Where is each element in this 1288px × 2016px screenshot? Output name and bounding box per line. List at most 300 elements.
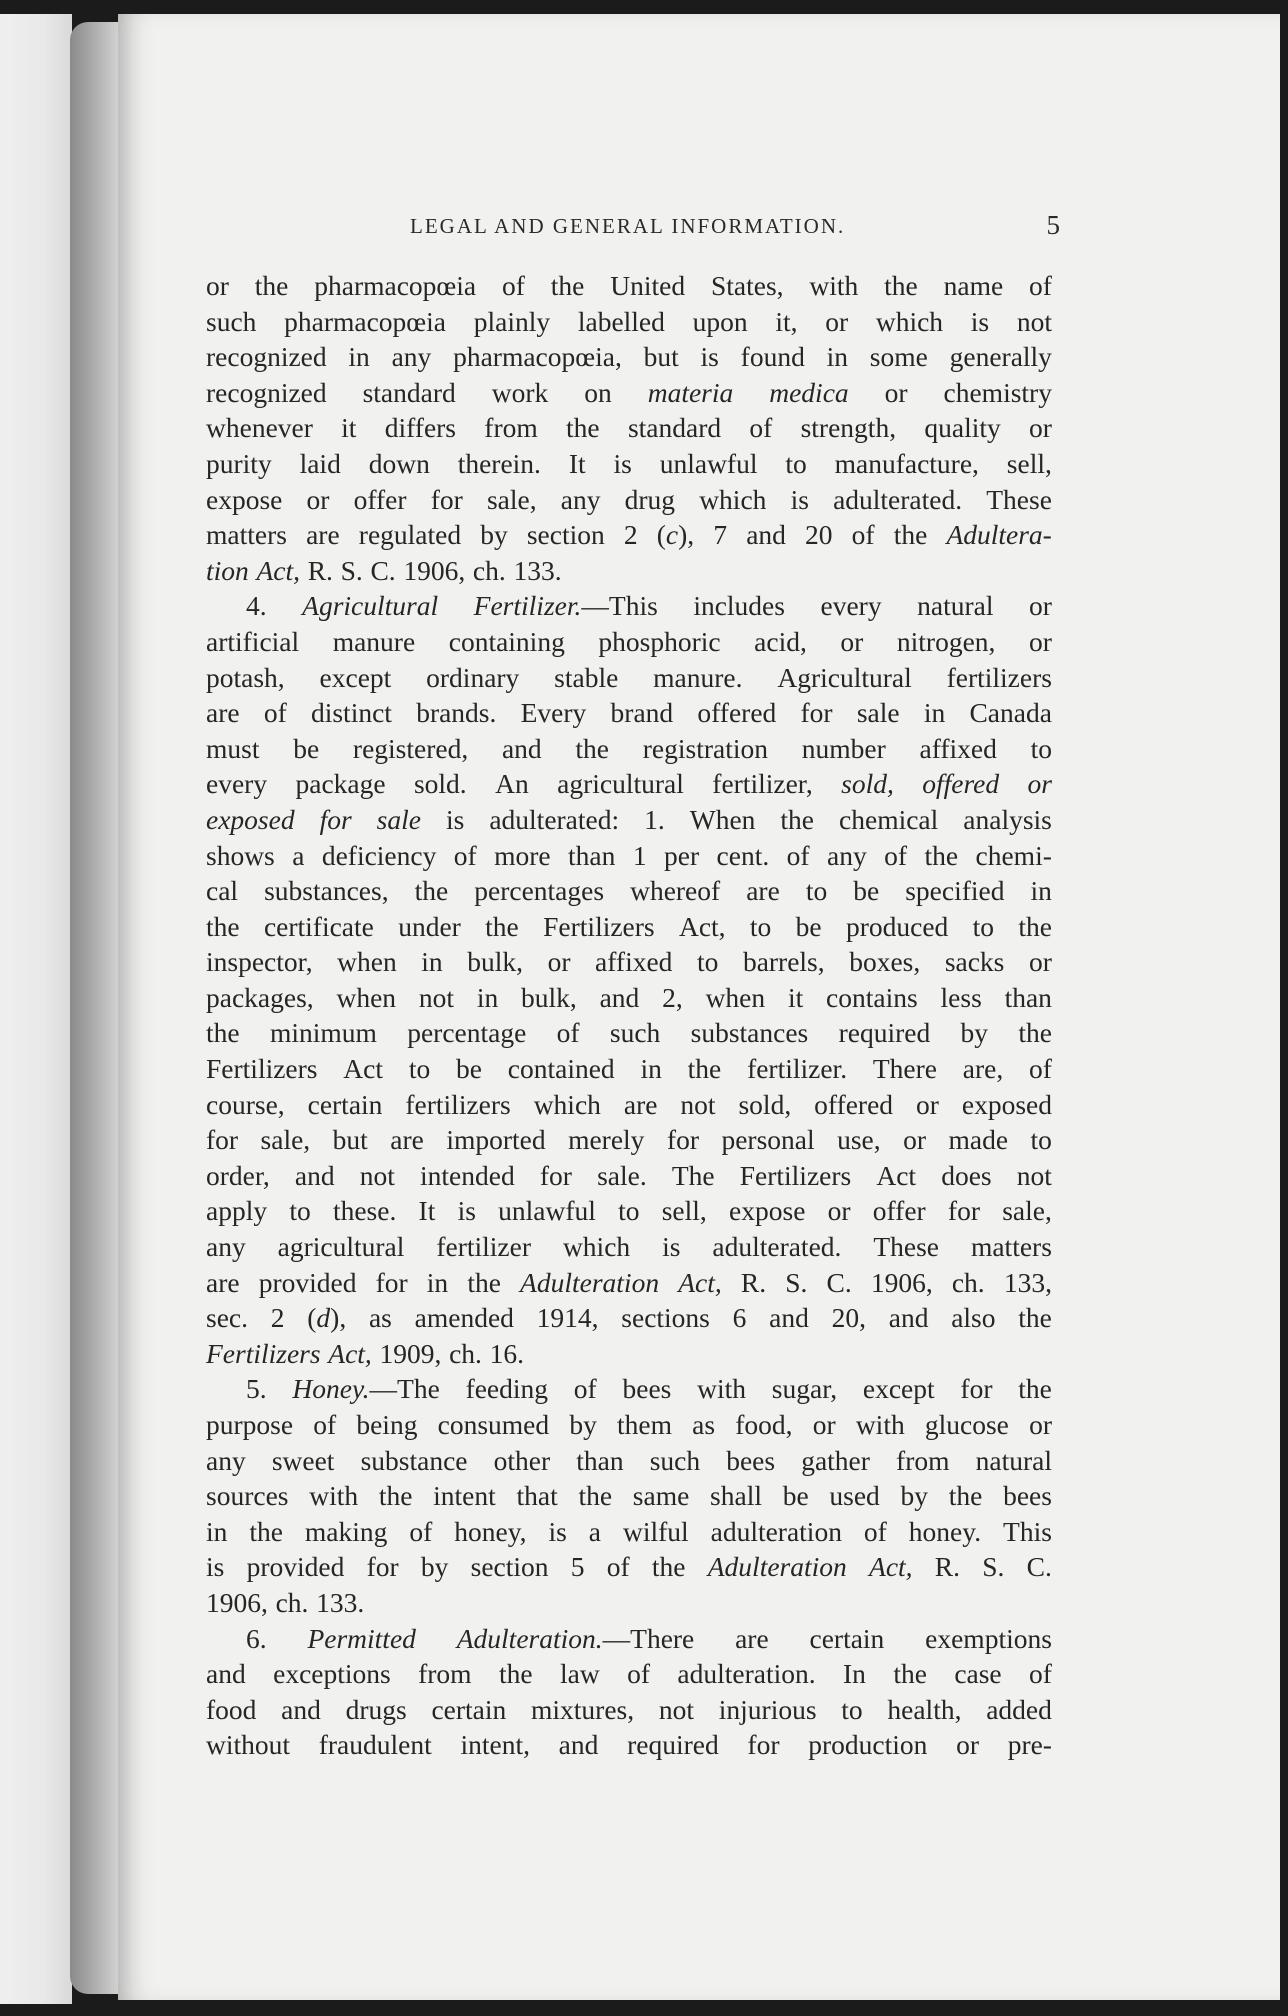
text-line	[206, 695, 1052, 731]
word: fertilizers	[946, 661, 1052, 693]
word: 1914,	[536, 1302, 599, 1334]
word: Adulteration	[520, 1266, 660, 1298]
word: and	[769, 1302, 809, 1334]
text-line	[206, 838, 1052, 874]
word: to	[1030, 732, 1052, 764]
word: materia	[647, 376, 734, 408]
word: be	[293, 732, 320, 764]
text-line	[206, 980, 1052, 1016]
word: by	[960, 1017, 989, 1049]
word: United	[610, 270, 686, 301]
word: to	[696, 946, 719, 978]
word: and	[501, 732, 542, 764]
word: the	[498, 1658, 533, 1690]
word: course,	[206, 1088, 285, 1120]
word: offer	[353, 483, 407, 515]
word: pharmacopœia	[284, 305, 447, 337]
word: with	[309, 1480, 359, 1512]
word: distinct	[310, 697, 392, 729]
word: deficiency	[321, 839, 437, 871]
word: artificial	[206, 625, 300, 657]
word: medica	[769, 376, 849, 408]
word: but	[332, 1124, 368, 1156]
word: the	[651, 1551, 686, 1583]
word: which	[699, 483, 767, 515]
word: S.	[340, 554, 363, 586]
text-line	[206, 339, 1052, 375]
word: or	[547, 946, 571, 978]
word: These	[986, 483, 1052, 515]
word: 133.	[513, 554, 562, 586]
word: for	[800, 697, 833, 729]
word: to	[972, 910, 995, 942]
word: to	[785, 447, 807, 479]
text-line	[206, 909, 1052, 945]
word: boxes,	[849, 946, 921, 978]
word: 4.	[246, 590, 267, 622]
text-line	[206, 1621, 1052, 1657]
text-line	[206, 731, 1052, 767]
word: 133,	[1003, 1266, 1052, 1298]
word: shows	[206, 839, 275, 871]
word: 5.	[246, 1373, 267, 1405]
word: required	[627, 1729, 719, 1761]
word: the	[1018, 1017, 1052, 1049]
word: These	[873, 1231, 940, 1263]
word: from	[484, 412, 538, 444]
word: There	[872, 1053, 937, 1085]
word: registered,	[352, 732, 469, 764]
word: work	[491, 376, 549, 408]
word: pharmacopœia	[314, 270, 477, 301]
word: for	[666, 1124, 699, 1156]
word: Act	[876, 1159, 917, 1191]
word: by	[420, 1551, 449, 1583]
word: use,	[837, 1124, 881, 1156]
word: regulated	[358, 519, 462, 551]
word: 1906,	[403, 554, 466, 586]
word: such	[649, 1444, 701, 1476]
word: Adulteration.—There	[456, 1622, 695, 1654]
word: It	[418, 1195, 436, 1227]
word: any	[827, 839, 867, 871]
word: which	[875, 305, 944, 337]
word: food	[206, 1693, 257, 1725]
word: except	[862, 1373, 935, 1405]
word: on	[584, 376, 612, 408]
word: tion	[206, 554, 249, 586]
word: chemi-	[975, 839, 1052, 871]
word: not	[418, 981, 454, 1013]
word: any	[560, 483, 601, 515]
word: the	[249, 1515, 283, 1547]
word: of	[1029, 1658, 1052, 1690]
word: expose	[206, 483, 283, 515]
word: to	[1030, 1124, 1052, 1156]
word: Fertilizers	[206, 1337, 321, 1369]
word: which	[533, 1088, 601, 1120]
word: made	[948, 1124, 1009, 1156]
word: for	[539, 1159, 572, 1191]
word: 2	[270, 1302, 285, 1334]
word: a	[292, 839, 305, 871]
word: the	[206, 910, 240, 942]
word: Permitted	[307, 1622, 416, 1654]
word: sale	[376, 803, 421, 835]
word: any	[206, 1231, 246, 1263]
word: certain	[307, 1088, 383, 1120]
text-line	[206, 802, 1052, 838]
word: is	[548, 1515, 567, 1547]
word: are	[623, 1088, 658, 1120]
word: to	[805, 875, 828, 907]
word: expose	[729, 1195, 806, 1227]
word: intent,	[460, 1729, 530, 1761]
word: An	[495, 768, 529, 800]
word: percentages	[474, 875, 605, 907]
word: minimum	[269, 1017, 377, 1049]
text-line	[206, 1300, 1052, 1336]
word: when	[705, 981, 766, 1013]
word: quality	[924, 412, 1001, 444]
word: Fertilizers	[206, 1053, 318, 1085]
word: wilful	[622, 1515, 689, 1547]
word: percentage	[407, 1017, 527, 1049]
word: fertilizers	[405, 1088, 511, 1120]
word: and	[206, 1658, 246, 1690]
word: certain	[809, 1622, 885, 1654]
word: not	[658, 1693, 695, 1725]
word: sources	[206, 1480, 289, 1512]
word: glucose	[924, 1409, 1009, 1440]
word: S.	[785, 1266, 808, 1298]
text-line	[206, 944, 1052, 980]
word: of	[453, 839, 477, 871]
word: these.	[332, 1195, 397, 1227]
word: certificate	[263, 910, 374, 942]
word: exposed	[206, 803, 295, 835]
word: than	[576, 1444, 624, 1476]
word: When	[689, 803, 756, 835]
word: the	[884, 270, 918, 301]
word: not	[1016, 1159, 1052, 1191]
word: 16.	[489, 1337, 524, 1369]
word: therein.	[457, 447, 541, 479]
word: consumed	[437, 1409, 550, 1440]
word: Adultera-	[946, 519, 1052, 551]
word: in	[348, 341, 370, 373]
word: the	[206, 1017, 240, 1049]
word: are,	[962, 1053, 1004, 1085]
word: be	[456, 1053, 482, 1085]
word: 7	[713, 519, 728, 551]
word: of	[606, 1551, 630, 1583]
word: shall	[710, 1480, 762, 1512]
word: of	[263, 697, 287, 729]
word: food,	[735, 1409, 793, 1440]
word: the	[1018, 1373, 1052, 1405]
word: purpose	[206, 1409, 294, 1440]
word: sold.	[413, 768, 467, 800]
word: amended	[414, 1302, 514, 1334]
word: also	[951, 1302, 996, 1334]
word: 1.	[644, 803, 665, 835]
word: to	[841, 1693, 863, 1725]
word: section	[470, 1551, 549, 1583]
word: intended	[420, 1159, 515, 1191]
word: adulterated:	[489, 803, 620, 835]
word: Every	[520, 697, 587, 729]
word: bees	[622, 1373, 672, 1405]
word: it	[787, 981, 804, 1013]
text-line	[206, 1015, 1052, 1051]
word: Act,	[678, 1266, 722, 1298]
word: the	[1018, 910, 1052, 942]
word: section	[526, 519, 605, 551]
word: 1	[632, 839, 647, 871]
word: whereof	[630, 875, 721, 907]
word: are	[746, 875, 780, 907]
word: (c),	[656, 519, 695, 551]
word: are	[206, 1266, 240, 1298]
word: of	[1029, 270, 1052, 301]
word: provided	[258, 1266, 357, 1298]
word: in	[923, 697, 946, 729]
word: name	[943, 270, 1004, 301]
word: sale,	[1002, 1195, 1052, 1227]
word: is	[970, 305, 990, 337]
word: is	[445, 803, 465, 835]
word: the	[578, 1480, 613, 1512]
word: package	[295, 768, 386, 800]
word: Agricultural	[777, 661, 912, 693]
word: sale,	[486, 483, 537, 515]
word: R.	[934, 1551, 960, 1583]
word: 2,	[662, 981, 683, 1013]
word: it,	[775, 305, 798, 337]
word: offered	[814, 1088, 894, 1120]
word: imported	[446, 1124, 546, 1156]
word: S.	[982, 1551, 1005, 1583]
page-header	[290, 210, 1060, 244]
word: Act,	[678, 910, 726, 942]
text-line	[206, 1371, 1052, 1407]
text-line	[206, 766, 1052, 802]
word: or	[827, 1195, 851, 1227]
word: are	[306, 519, 340, 551]
word: States,	[710, 270, 784, 301]
word: manure.	[653, 661, 743, 693]
word: not	[359, 1159, 395, 1191]
word: honey,	[454, 1515, 527, 1547]
word: the	[485, 910, 519, 942]
text-line	[206, 1087, 1052, 1123]
word: found	[740, 341, 805, 373]
text-line	[206, 553, 1052, 589]
word: or	[956, 1729, 979, 1761]
word: honey.	[908, 1515, 982, 1547]
word: registration	[642, 732, 768, 764]
word: the	[687, 1053, 722, 1085]
word: cent.	[716, 839, 770, 871]
word: bees	[1003, 1480, 1052, 1512]
word: or	[206, 270, 229, 301]
word: substances	[690, 1017, 809, 1049]
word: plainly	[473, 305, 551, 337]
word: bulk,	[467, 946, 523, 978]
word: ch.	[951, 1266, 985, 1298]
text-line	[206, 517, 1052, 553]
body-text	[206, 268, 1052, 1763]
word: unlawful	[659, 447, 758, 479]
text-line	[206, 375, 1052, 411]
word: order,	[206, 1159, 270, 1191]
word: It	[568, 447, 586, 479]
word: or	[903, 1124, 927, 1156]
page-number: 5	[1046, 210, 1060, 240]
word: or	[1027, 768, 1052, 800]
text-line	[206, 304, 1052, 340]
word: offer	[872, 1195, 926, 1227]
word: In	[843, 1658, 866, 1690]
word: number	[801, 732, 886, 764]
word: 20	[805, 519, 833, 551]
word: in	[826, 341, 848, 373]
word: personal	[721, 1124, 815, 1156]
word: C.	[826, 1266, 852, 1298]
word: barrels,	[742, 946, 825, 978]
text-line	[206, 446, 1052, 482]
word: ch.	[449, 1337, 482, 1369]
word: substance	[360, 1444, 468, 1476]
word: pharmacopœia,	[453, 341, 622, 373]
word: substances,	[264, 875, 389, 907]
word: matters	[970, 1231, 1052, 1263]
text-line	[206, 873, 1052, 909]
word: bulk,	[521, 981, 577, 1013]
word: Canada	[969, 697, 1052, 729]
word: purity	[206, 447, 272, 479]
word: be	[782, 1480, 809, 1512]
word: chemical	[839, 803, 939, 835]
word: affixed	[595, 946, 673, 978]
word: any	[206, 1444, 246, 1476]
word: manure	[332, 625, 416, 657]
word: case	[954, 1658, 1002, 1690]
word: injurious	[718, 1693, 817, 1725]
word: health,	[887, 1693, 962, 1725]
word: sec.	[206, 1302, 248, 1334]
word: be	[853, 875, 880, 907]
word: brands.	[416, 697, 497, 729]
word: in	[1030, 875, 1052, 907]
word: the	[254, 270, 289, 301]
word: mixtures,	[531, 1693, 635, 1725]
word: recognized	[206, 376, 327, 408]
word: is	[700, 341, 719, 373]
word: for	[375, 1266, 408, 1298]
word: fertilizer	[436, 1231, 531, 1263]
word: the	[575, 732, 610, 764]
word: the	[893, 1658, 927, 1690]
text-line	[206, 1336, 1052, 1372]
word: stable	[554, 661, 619, 693]
word: is	[613, 447, 632, 479]
word: This	[1003, 1515, 1052, 1547]
word: Fertilizers	[543, 910, 655, 942]
word: any	[391, 341, 432, 373]
text-line	[206, 1193, 1052, 1229]
word: containing	[448, 625, 565, 657]
word: in	[476, 981, 499, 1013]
text-line	[206, 268, 1052, 304]
text-line	[206, 1656, 1052, 1692]
word: brand	[610, 697, 674, 729]
word: in	[421, 946, 443, 978]
word: and	[558, 1729, 599, 1761]
word: without	[206, 1729, 291, 1761]
word: of	[851, 519, 875, 551]
word: exemptions	[925, 1622, 1052, 1654]
word: 1906,	[870, 1266, 933, 1298]
word: sections	[621, 1302, 710, 1334]
word: whenever	[206, 412, 313, 444]
word: when	[336, 981, 397, 1013]
word: the	[467, 1266, 501, 1298]
word: strength,	[800, 412, 897, 444]
word: or	[884, 376, 908, 408]
text-line	[206, 1514, 1052, 1550]
word: bees	[726, 1444, 776, 1476]
word: manufacture,	[834, 447, 979, 479]
word: is	[457, 1195, 476, 1227]
word: not	[680, 1088, 716, 1120]
word: recognized	[206, 341, 327, 373]
word: from	[896, 1444, 950, 1476]
word: the	[780, 803, 815, 835]
word: being	[356, 1409, 418, 1440]
word: 20,	[831, 1302, 866, 1334]
scan-margin	[0, 14, 72, 2004]
word: and	[294, 1159, 335, 1191]
word: ch.	[472, 554, 506, 586]
word: chemistry	[943, 376, 1052, 408]
word: Agricultural	[302, 590, 439, 622]
word: sale	[856, 697, 900, 729]
word: production	[808, 1729, 928, 1761]
word: sacks	[944, 946, 1005, 978]
word: for	[319, 803, 352, 835]
word: or	[916, 1088, 939, 1120]
word: for	[947, 1195, 980, 1227]
word: must	[206, 732, 260, 764]
word: Adulteration	[707, 1551, 847, 1583]
word: Act,	[869, 1551, 913, 1583]
word: than	[568, 839, 616, 871]
word: merely	[568, 1124, 645, 1156]
text-line	[206, 1549, 1052, 1585]
word: differs	[384, 412, 457, 444]
word: the	[924, 839, 959, 871]
word: nitrogen,	[896, 625, 996, 657]
word: intent	[433, 1480, 496, 1512]
word: pre-	[1007, 1729, 1052, 1761]
word: not	[1016, 305, 1052, 337]
text-line	[206, 1727, 1052, 1763]
word: Act	[343, 1053, 384, 1085]
word: be	[795, 910, 822, 942]
word: some	[869, 341, 928, 373]
